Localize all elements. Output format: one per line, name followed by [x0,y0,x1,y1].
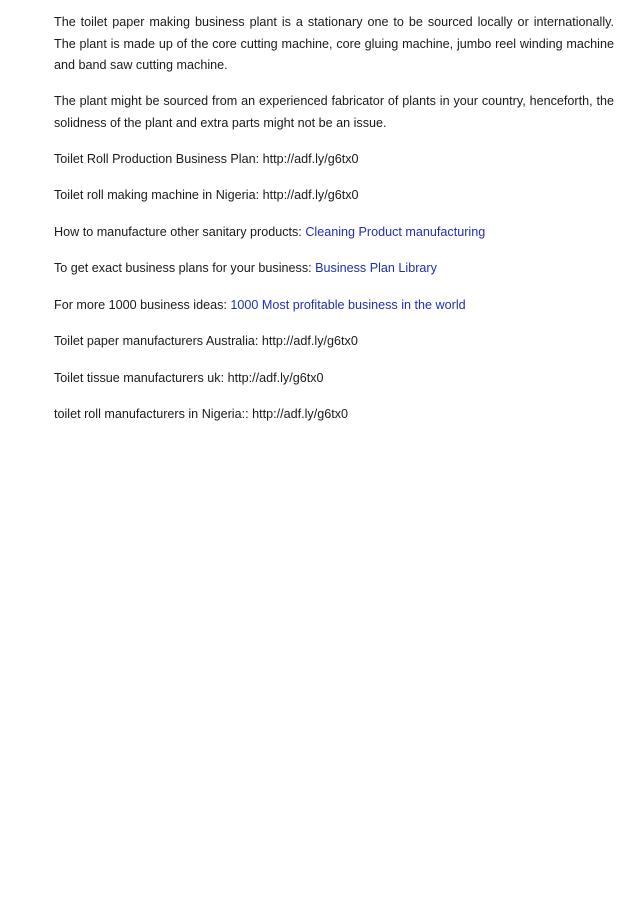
resource-line-manufacturers-uk [54,368,614,390]
resource-url[interactable]: http://adf.ly/g6tx0 [261,334,358,348]
paragraph-plant-sourcing: The plant might be sourced from an experienced fabricator of plants in your country, henceforth, the solidness of the plant and extra parts might not be an issue. [54,94,614,130]
resource-url[interactable]: http://adf.ly/g6tx0 [227,370,324,385]
resource-label: Toilet tissue manufacturers uk: [54,370,228,385]
document-body [54,12,614,441]
resource-line-manufacturers-nigeria [54,404,614,426]
resource-label: Toilet paper manufacturers Australia: [54,334,262,348]
resource-label: Toilet Roll Production Business Plan: [54,151,263,166]
cleaning-product-link[interactable]: Cleaning Product manufacturing [305,224,486,239]
business-plan-library-link[interactable]: Business Plan Library [315,261,437,275]
resource-line-sanitary-products [54,222,614,244]
resource-url[interactable]: http://adf.ly/g6tx0 [252,407,349,421]
resource-line-business-plans [54,258,614,280]
profitable-business-link[interactable]: 1000 Most profitable business in the world [230,297,466,312]
resource-line-business-ideas [54,295,614,317]
resource-label: For more 1000 business ideas: [54,297,231,312]
resource-line-machine-nigeria [54,185,614,207]
resource-line-manufacturers-australia [54,331,614,353]
resource-label: How to manufacture other sanitary products: [54,224,306,239]
paragraph-plant-description: The toilet paper making business plant is a stationary one to be sourced locally or internationally. The plant is made up of the core cutting machine, core gluing machine, jumbo reel winding machine and band saw cutting machine. [54,15,614,72]
resource-url[interactable]: http://adf.ly/g6tx0 [262,151,359,166]
resource-label: To get exact business plans for your business: [54,261,316,275]
resource-label: Toilet roll making machine in Nigeria: [54,188,263,202]
resource-url[interactable]: http://adf.ly/g6tx0 [262,188,359,202]
resource-label: toilet roll manufacturers in Nigeria:: [54,407,253,421]
resource-line-business-plan [54,149,614,171]
